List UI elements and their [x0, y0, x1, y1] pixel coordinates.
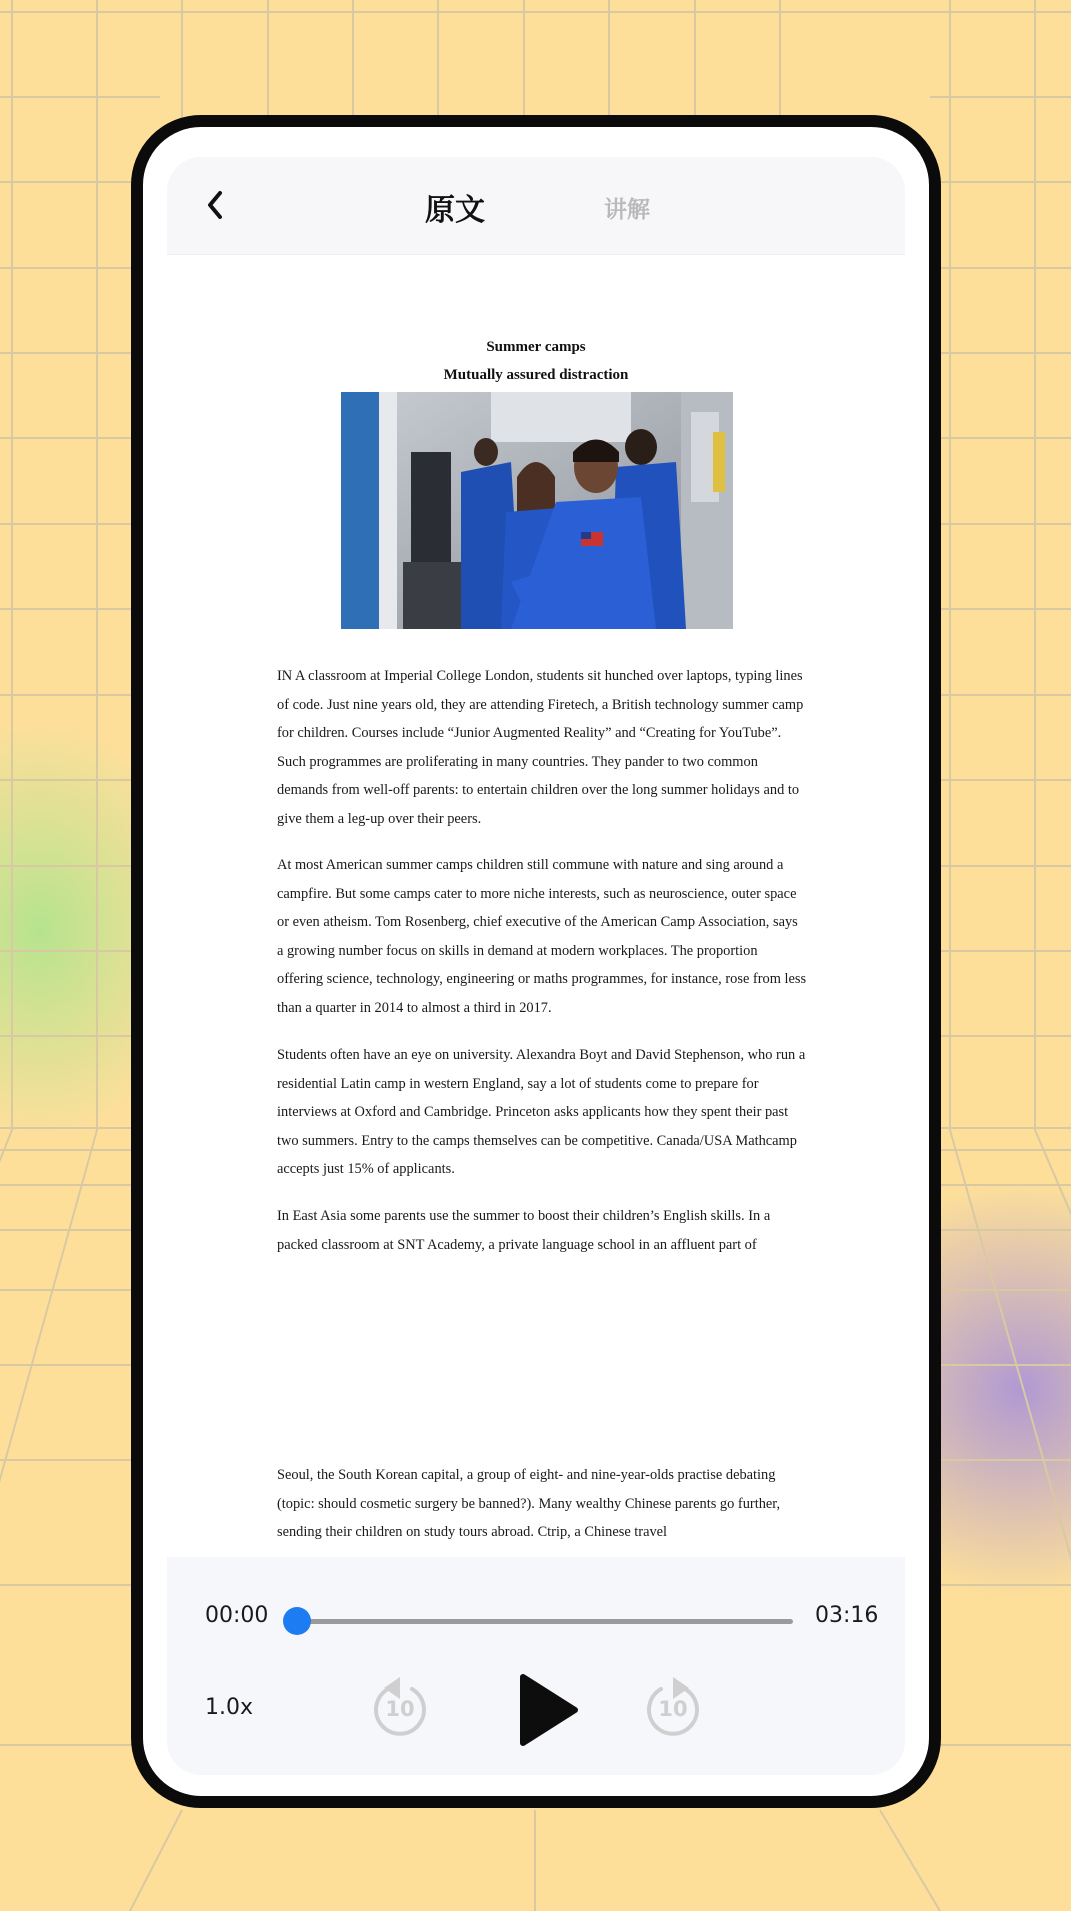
tab-explanation[interactable]: 讲解 — [604, 196, 650, 223]
article-subtitle: Mutually assured distraction — [443, 367, 629, 383]
tab-original[interactable]: 原文 — [425, 193, 485, 228]
back-button[interactable] — [195, 185, 235, 225]
rewind-10-button[interactable] — [372, 1675, 428, 1737]
progress-knob[interactable] — [283, 1607, 311, 1635]
article-photo — [341, 392, 733, 629]
play-icon — [517, 1673, 579, 1747]
rewind-seconds-label: 10 — [385, 1697, 415, 1721]
article-document[interactable] — [167, 255, 905, 1650]
chevron-left-icon — [203, 189, 227, 221]
play-button[interactable] — [517, 1673, 579, 1747]
forward-10-button[interactable] — [645, 1675, 701, 1737]
app-screen — [167, 157, 905, 1775]
top-bar — [167, 157, 905, 255]
audio-player — [167, 1557, 905, 1775]
playback-speed-button[interactable]: 1.0x — [205, 1695, 254, 1720]
forward-seconds-label: 10 — [658, 1697, 688, 1721]
article-paragraph: At most American summer camps children still commune with nature and sing around a campfire. But some camps cater to more niche interests, such as neuroscience, outer space or even atheism. Tom Rosenberg, chief executive of the American Camp Association, says a growing number focus on skills in demand at modern workplaces. The proportion offering science, technology, engineering or maths programmes, for instance, rose from less than a quarter in 2014 to almost a third in 2017. — [277, 857, 807, 1016]
progress-track[interactable] — [295, 1619, 793, 1624]
article-paragraph: Students often have an eye on university. Alexandra Boyt and David Stephenson, who run a residential Latin camp in western England, say a lot of students come to prepare for interviews at Oxford and Cambridge. Princeton asks applicants how they spent their past two summers. Entry to the camps themselves can be competitive. Canada/USA Mathcamp accepts just 15% of applicants. — [277, 1047, 806, 1177]
total-time: 03:16 — [815, 1603, 879, 1628]
phone-frame — [131, 115, 941, 1808]
article-paragraph: IN A classroom at Imperial College London, students sit hunched over laptops, typing lines of code. Just nine years old, they are attending Firetech, a British technology summer camp for children. Courses include “Junior Augmented Reality” and “Creating for YouTube”. Such programmes are proliferating in many countries. They pander to two common demands from well-off parents: to entertain children over the long summer holidays and to give them a leg-up over their peers. — [277, 668, 804, 827]
article-title: Summer camps — [486, 339, 586, 355]
current-time: 00:00 — [205, 1603, 269, 1628]
article-paragraph: In East Asia some parents use the summer to boost their children’s English skills. In a packed classroom at SNT Academy, a private language school in an affluent part of — [277, 1208, 771, 1253]
article-paragraph: Seoul, the South Korean capital, a group of eight- and nine-year-olds practise debating (topic: should cosmetic surgery be banned?). Many wealthy Chinese parents go further, sending their children on study tours abroad. Ctrip, a Chinese travel — [277, 1467, 781, 1540]
